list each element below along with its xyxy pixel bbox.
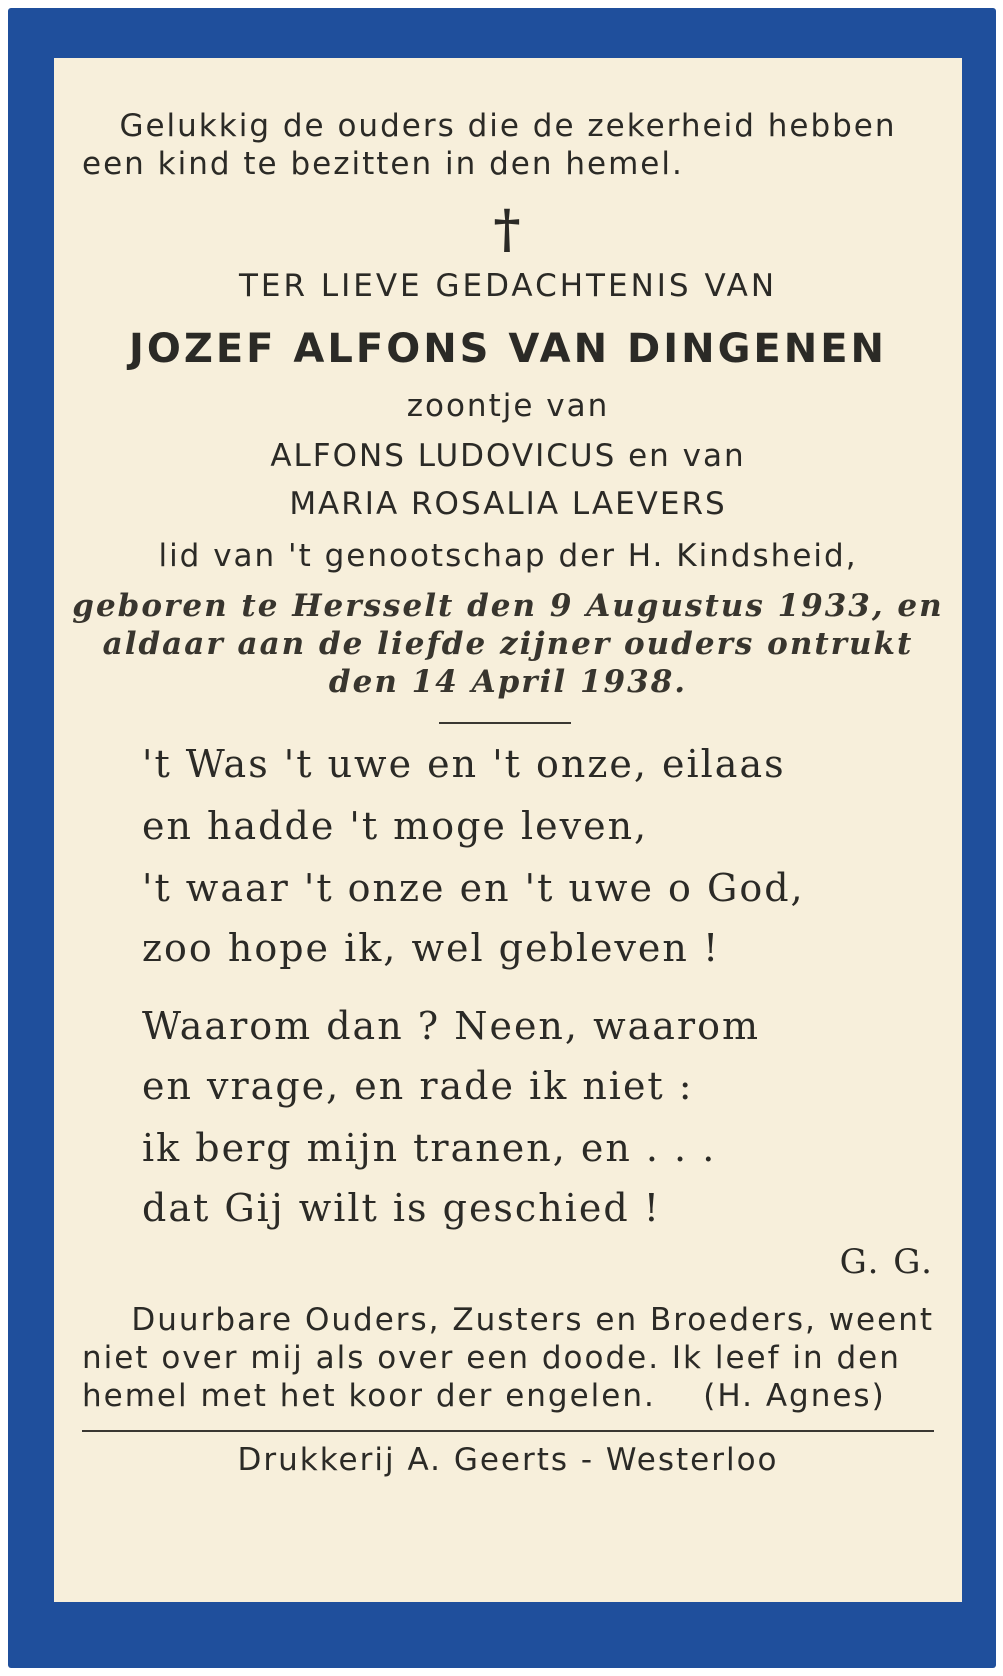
son-of-line: zoontje van	[406, 388, 610, 424]
poem-line-7: ik berg mijn tranen, en . . .	[142, 1126, 717, 1170]
cross-icon: †	[493, 199, 523, 260]
father-line: ALFONS LUDOVICUS en van	[270, 438, 746, 474]
intro-line-2: een kind te bezitten in den hemel.	[82, 146, 684, 182]
poem-line-5: Waarom dan ? Neen, waarom	[142, 1004, 760, 1048]
membership-line: lid van 't genootschap der H. Kindsheid,	[158, 538, 858, 574]
poem-signature: G. G.	[839, 1242, 934, 1282]
mother-line: MARIA ROSALIA LAEVERS	[289, 486, 727, 522]
deceased-name: JOZEF ALFONS VAN DINGENEN	[128, 326, 888, 372]
memorial-card	[8, 8, 996, 1668]
bottom-rule	[82, 1430, 934, 1432]
birth-death-line-1: geboren te Hersselt den 9 Augustus 1933, en	[72, 588, 944, 624]
quote-line-2: niet over mij als over een doode. Ik leef in den	[82, 1340, 901, 1376]
intro-line-1: Gelukkig de ouders die de zekerheid hebben	[119, 108, 897, 144]
poem-line-8: dat Gij wilt is geschied !	[142, 1186, 662, 1230]
card-paper	[54, 58, 962, 1602]
printer-credit: Drukkerij A. Geerts - Westerloo	[237, 1442, 779, 1478]
quote-line-1: Duurbare Ouders, Zusters en Broeders, weent	[131, 1302, 934, 1338]
quote-line-3: hemel met het koor der engelen. (H. Agnes)	[82, 1378, 886, 1414]
poem-line-3: 't waar 't onze en 't uwe o God,	[142, 866, 805, 910]
divider-rule	[439, 722, 571, 724]
in-memory-heading: TER LIEVE GEDACHTENIS VAN	[238, 268, 778, 304]
poem-line-6: en vrage, en rade ik niet :	[142, 1064, 694, 1108]
poem-line-2: en hadde 't moge leven,	[142, 804, 649, 848]
poem-line-1: 't Was 't uwe en 't onze, eilaas	[142, 742, 786, 786]
birth-death-line-3: den 14 April 1938.	[328, 664, 688, 700]
birth-death-line-2: aldaar aan de liefde zijner ouders ontrukt	[102, 626, 914, 662]
poem-line-4: zoo hope ik, wel gebleven !	[142, 926, 721, 970]
